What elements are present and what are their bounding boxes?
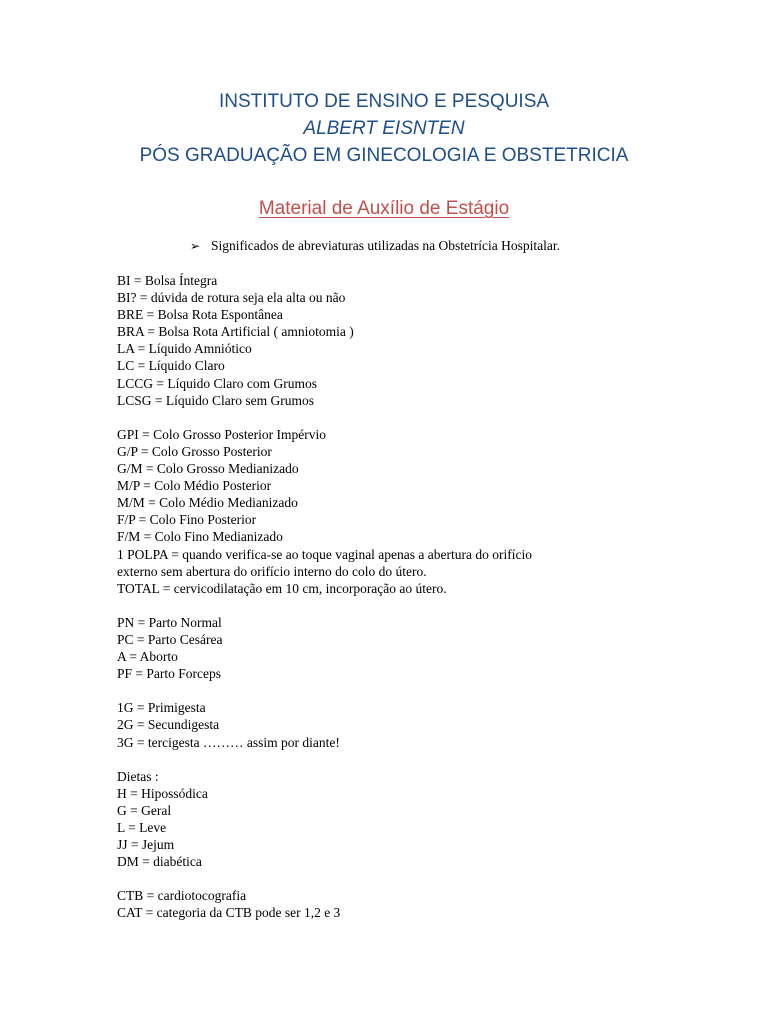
- abbreviation-line: BI = Bolsa Íntegra: [117, 273, 218, 288]
- abbreviation-line: PF = Parto Forceps: [117, 666, 221, 682]
- section-bolsa: [117, 272, 657, 409]
- header-line-institute: INSTITUTO DE ENSINO E PESQUISA: [218, 91, 550, 112]
- section-dietas: [117, 768, 657, 871]
- subtitle-text: Material de Auxílio de Estágio: [258, 198, 510, 219]
- abbreviation-line: DM = diabética: [117, 854, 202, 870]
- header-line-albert: ALBERT EISNTEN: [303, 118, 465, 139]
- abbreviation-line: JJ = Jejum: [117, 837, 175, 853]
- arrow-bullet-icon: ➢: [190, 239, 201, 253]
- section-parto: [117, 614, 657, 682]
- section-ctb: [117, 887, 657, 921]
- abbreviation-line: 2G = Secundigesta: [117, 717, 220, 733]
- abbreviation-line: BI? = dúvida de rotura seja ela alta ou não: [117, 290, 346, 306]
- intro-bullet: [190, 237, 560, 255]
- abbreviation-line: G/P = Colo Grosso Posterior: [117, 443, 272, 459]
- section-gap: [117, 870, 657, 887]
- abbreviation-line: TOTAL = cervicodilatação em 10 cm, incorporação ao útero.: [117, 580, 447, 596]
- abbreviation-line: BRA = Bolsa Rota Artificial ( amniotomia ): [117, 324, 354, 340]
- abbreviation-line: M/M = Colo Médio Medianizado: [117, 495, 298, 511]
- abbreviation-line: BRE = Bolsa Rota Espontânea: [117, 307, 283, 323]
- abbreviation-line: LA = Líquido Amniótico: [117, 341, 252, 357]
- abbreviation-line: 1G = Primigesta: [117, 700, 206, 716]
- abbreviation-list: [117, 272, 657, 922]
- abbreviation-line: GPI = Colo Grosso Posterior Impérvio: [117, 426, 326, 442]
- abbreviation-line: LC = Líquido Claro: [117, 358, 225, 374]
- institution-header: [0, 88, 768, 169]
- abbreviation-line: G/M = Colo Grosso Medianizado: [117, 461, 299, 477]
- abbreviation-line: F/M = Colo Fino Medianizado: [117, 529, 283, 545]
- abbreviation-line: 3G = tercigesta ……… assim por diante!: [117, 734, 340, 750]
- section-gap: [117, 409, 657, 426]
- section-colo: [117, 426, 657, 597]
- abbreviation-line: F/P = Colo Fino Posterior: [117, 512, 257, 528]
- abbreviation-line: LCCG = Líquido Claro com Grumos: [117, 375, 317, 391]
- abbreviation-line: externo sem abertura do orifício interno do colo do útero.: [117, 563, 427, 579]
- abbreviation-line: 1 POLPA = quando verifica-se ao toque vaginal apenas a abertura do orifício: [117, 546, 532, 562]
- section-gap: [117, 751, 657, 768]
- abbreviation-line: G = Geral: [117, 802, 172, 818]
- abbreviation-line: M/P = Colo Médio Posterior: [117, 478, 272, 494]
- abbreviation-line: CAT = categoria da CTB pode ser 1,2 e 3: [117, 905, 341, 921]
- section-gap: [117, 597, 657, 614]
- document-subtitle: [0, 195, 768, 223]
- abbreviation-line: H = Hipossódica: [117, 785, 208, 801]
- header-line-course: PÓS GRADUAÇÃO EM GINECOLOGIA E OBSTETRICIA: [139, 145, 629, 166]
- abbreviation-line: L = Leve: [117, 820, 167, 835]
- abbreviation-line: Dietas :: [117, 768, 159, 784]
- intro-text: Significados de abreviaturas utilizadas na Obstetrícia Hospitalar.: [211, 238, 561, 253]
- abbreviation-line: A = Aborto: [117, 649, 178, 665]
- abbreviation-line: PC = Parto Cesárea: [117, 631, 223, 647]
- abbreviation-line: LCSG = Líquido Claro sem Grumos: [117, 392, 314, 408]
- abbreviation-line: CTB = cardiotocografia: [117, 888, 247, 904]
- section-gap: [117, 682, 657, 699]
- section-gesta: [117, 699, 657, 750]
- abbreviation-line: PN = Parto Normal: [117, 614, 222, 630]
